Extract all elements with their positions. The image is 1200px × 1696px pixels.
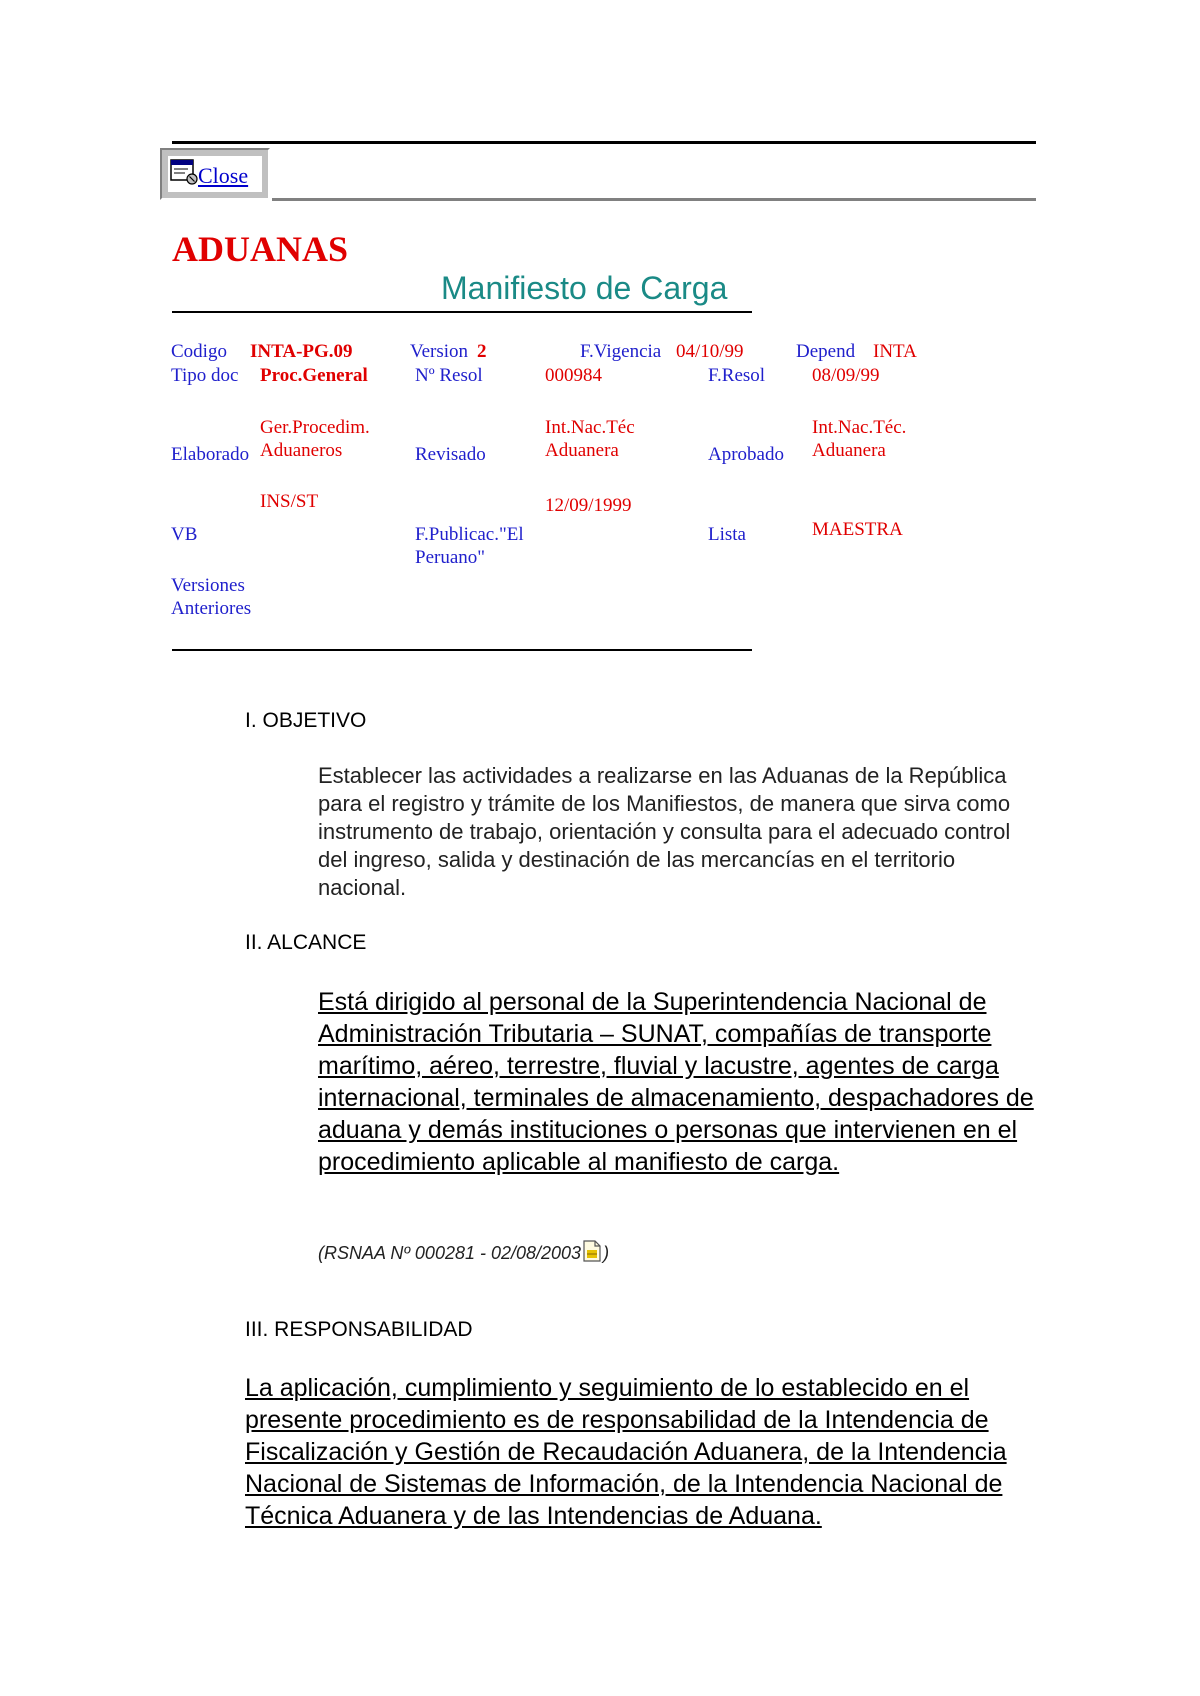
aprobado-value-1: Int.Nac.Téc. [812,417,907,438]
meta-bottom-rule [172,649,752,651]
versiones-label-2: Anteriores [171,598,252,619]
nresol-value: 000984 [545,365,602,386]
fvigencia-label: F.Vigencia [580,341,662,362]
alcance-ref-suffix: ) [603,1243,610,1263]
alcance-ref-prefix: (RSNAA Nº 000281 - 02/08/2003 [318,1243,582,1263]
objetivo-heading: I. OBJETIVO [245,709,367,732]
versiones-label-1: Versiones [171,575,245,596]
codigo-label: Codigo [171,341,227,362]
tipodoc-value: Proc.General [260,365,368,386]
fpublicac-label-1: F.Publicac."El [415,524,524,545]
fresol-label: F.Resol [708,365,766,386]
toolbar-bottom-rule [272,198,1036,201]
responsabilidad-text: La aplicación, cumplimiento y seguimiento de lo establecido en el presente procedimiento es de responsabilidad de la Intendencia de Fiscalización y Gestión de Recaudación Aduanera, de la Intendencia Nacional de Sistemas de Información, de la Intendencia Nacional de Técnica Aduanera y de las Intendencias de Aduana. [245,1374,1007,1530]
nresol-label: Nº Resol [415,365,483,386]
page-title: Manifiesto de Carga [441,270,728,306]
version-value: 2 [477,341,487,362]
version-label: Version [410,341,469,362]
top-rule [172,141,1036,144]
document-icon[interactable] [582,1240,602,1267]
fresol-value: 08/09/99 [812,365,880,386]
vb-label: VB [171,524,198,545]
depend-label: Depend [796,341,856,362]
lista-label: Lista [708,524,746,545]
revisado-label: Revisado [415,444,486,465]
fpublicac-value: 12/09/1999 [545,495,632,516]
revisado-value-2: Aduanera [545,440,619,461]
elaborado-label: Elaborado [171,444,250,465]
agency-title: ADUANAS [172,229,349,269]
vb-value: INS/ST [260,491,319,512]
elaborado-value-2: Aduaneros [260,440,343,461]
aprobado-value-2: Aduanera [812,440,886,461]
alcance-text: Está dirigido al personal de la Superintendencia Nacional de Administración Tributaria – SUNAT, compañías de transporte marítimo, aéreo, terrestre, fluvial y lacustre, agentes de carga internacional, terminales de almacenamiento, despachadores de aduana y demás instituciones o personas que intervienen en el procedimiento aplicable al manifiesto de carga. [318,988,1034,1176]
elaborado-value-1: Ger.Procedim. [260,417,370,438]
aprobado-label: Aprobado [708,444,784,465]
close-link[interactable]: Close [198,163,249,188]
title-rule [172,311,752,313]
lista-value: MAESTRA [812,519,903,540]
fpublicac-label-2: Peruano" [415,547,486,568]
revisado-value-1: Int.Nac.Téc [545,417,635,438]
alcance-heading: II. ALCANCE [245,931,367,954]
objetivo-text: Establecer las actividades a realizarse en las Aduanas de la República para el registro y trámite de los Manifiestos, de manera que sirva como instrumento de trabajo, orientación y consulta para el adecuado control del ingreso, salida y destinación de las mercancías en el territorio nacional. [318,763,1011,900]
responsabilidad-heading: III. RESPONSABILIDAD [245,1318,473,1341]
fvigencia-value: 04/10/99 [676,341,744,362]
depend-value: INTA [873,341,917,362]
codigo-value: INTA-PG.09 [250,341,353,362]
tipodoc-label: Tipo doc [171,365,239,386]
window-close-icon[interactable] [170,158,200,191]
alcance-reference [318,1240,609,1267]
